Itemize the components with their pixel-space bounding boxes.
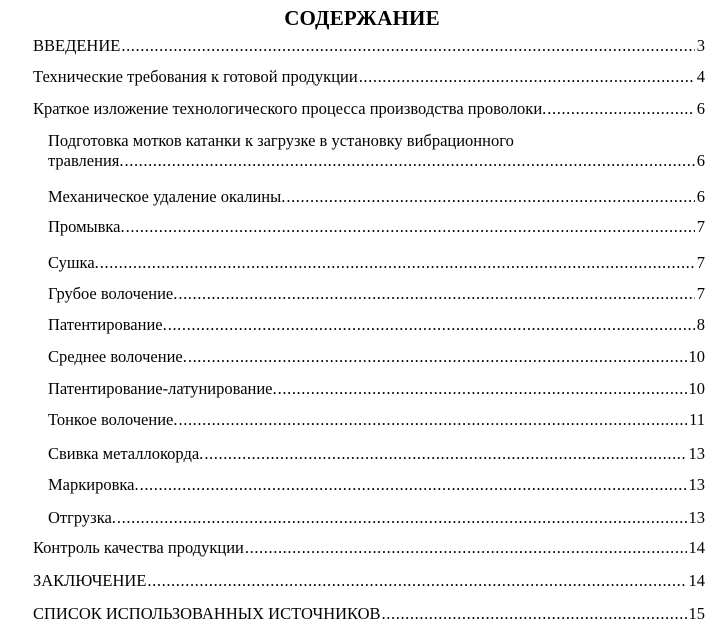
toc-entry[interactable] (33, 67, 705, 87)
toc-dot-leader (178, 284, 694, 304)
toc-entry-line (33, 538, 705, 558)
toc-entry[interactable] (33, 99, 705, 119)
toc-entry-line (48, 475, 705, 495)
toc-page-number: 6 (696, 99, 705, 118)
toc-dot-leader (140, 475, 687, 495)
toc-title: СОДЕРЖАНИЕ (284, 6, 440, 30)
toc-page-number: 14 (688, 538, 705, 557)
toc-entry-text: Технические требования к готовой продукции (33, 67, 358, 86)
toc-page-number: 13 (688, 444, 705, 463)
toc-entry[interactable] (33, 571, 705, 591)
toc-entry[interactable] (48, 284, 705, 304)
toc-page-number: 7 (696, 284, 705, 303)
toc-entry-line (48, 217, 705, 237)
toc-entry-text: СПИСОК ИСПОЛЬЗОВАННЫХ ИСТОЧНИКОВ (33, 604, 381, 623)
toc-page-number: 6 (696, 151, 705, 170)
toc-page-number: 7 (696, 217, 705, 236)
toc-dot-leader (188, 347, 687, 367)
toc-entry[interactable] (33, 538, 705, 558)
toc-dot-leader (547, 99, 694, 119)
toc-entry[interactable] (48, 217, 705, 237)
toc-entry-line (33, 99, 705, 119)
toc-entry-text: Сушка. (48, 253, 99, 272)
toc-entry-text: Патентирование. (48, 315, 167, 334)
toc-entry-line (33, 604, 705, 624)
toc-entry-text: Промывка. (48, 217, 125, 236)
toc-page-number: 3 (696, 36, 705, 55)
toc-entry[interactable] (48, 253, 705, 273)
toc-dot-leader (204, 444, 686, 464)
toc-entry-line (48, 508, 705, 528)
toc-entry-line (48, 379, 705, 399)
toc-dot-leader (179, 410, 688, 430)
toc-entry-line (48, 253, 705, 273)
toc-page-number: 4 (696, 67, 705, 86)
toc-entry-text: Тонкое волочение. (48, 410, 178, 429)
toc-entry[interactable] (33, 36, 705, 56)
toc-entry-text: Контроль качества продукции (33, 538, 244, 557)
toc-entry-line (48, 410, 705, 430)
toc-entry[interactable] (48, 508, 705, 528)
toc-dot-leader (278, 379, 687, 399)
toc-entry-text: ЗАКЛЮЧЕНИЕ (33, 571, 147, 590)
toc-entry[interactable] (33, 604, 705, 624)
toc-dot-leader (125, 151, 695, 171)
toc-entry-text: ВВЕДЕНИЕ (33, 36, 121, 55)
toc-entry-text: травления. (48, 151, 124, 170)
toc-entry[interactable] (48, 410, 705, 430)
toc-entry-text: Механическое удаление окалины. (48, 187, 286, 206)
toc-entry-text: Патентирование-латунирование. (48, 379, 277, 398)
toc-entry-line (48, 284, 705, 304)
toc-dot-leader (245, 538, 687, 558)
toc-entry-text: Среднее волочение. (48, 347, 187, 366)
toc-entry[interactable] (48, 379, 705, 399)
toc-page-number: 7 (696, 253, 705, 272)
toc-page-number: 6 (696, 187, 705, 206)
toc-page-number: 15 (688, 604, 705, 623)
toc-page-number: 8 (696, 315, 705, 334)
toc-dot-leader (168, 315, 695, 335)
toc-dot-leader (286, 187, 694, 207)
toc-entry-text: Грубое волочение. (48, 284, 178, 303)
toc-entry[interactable] (48, 347, 705, 367)
toc-dot-leader (147, 571, 686, 591)
toc-entry-line (48, 151, 705, 171)
toc-entry-line (48, 187, 705, 207)
toc-entry[interactable] (48, 444, 705, 464)
toc-entry-text: Маркировка. (48, 475, 139, 494)
toc-page-number: 10 (688, 347, 705, 366)
toc-page-number: 13 (688, 475, 705, 494)
toc-entry-text: Отгрузка. (48, 508, 116, 527)
toc-page-number: 14 (688, 571, 705, 590)
toc-dot-leader (359, 67, 695, 87)
toc-entry[interactable] (48, 131, 705, 171)
toc-entry-text: Краткое изложение технологического процесса производства проволоки. (33, 99, 547, 118)
toc-dot-leader (126, 217, 695, 237)
toc-dot-leader (121, 36, 694, 56)
toc-page-number: 11 (689, 410, 705, 429)
toc-entry[interactable] (48, 315, 705, 335)
toc-entry-line (33, 36, 705, 56)
toc-dot-leader (382, 604, 687, 624)
toc-dot-leader (100, 253, 695, 273)
toc-dot-leader (117, 508, 687, 528)
toc-entry-text: Свивка металлокорда. (48, 444, 204, 463)
toc-entry-line (48, 315, 705, 335)
toc-entry[interactable] (48, 475, 705, 495)
toc-entry[interactable] (48, 187, 705, 207)
toc-entry-line (33, 67, 705, 87)
toc-page-number: 13 (688, 508, 705, 527)
toc-entry-line (33, 571, 705, 591)
toc-entry-line (48, 347, 705, 367)
toc-page-number: 10 (688, 379, 705, 398)
toc-entry-line (48, 444, 705, 464)
toc-entry-text-line: Подготовка мотков катанки к загрузке в установку вибрационного (48, 131, 514, 150)
